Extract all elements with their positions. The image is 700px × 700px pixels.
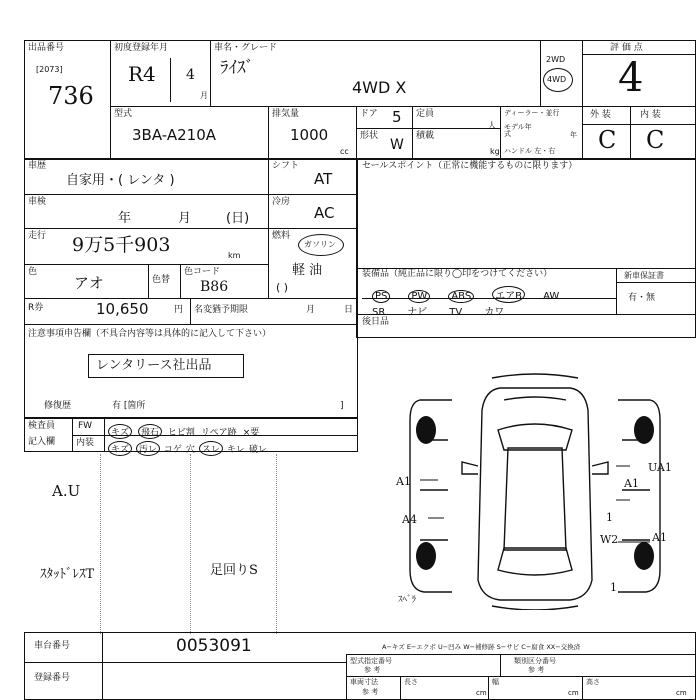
front-bumper bbox=[492, 374, 578, 378]
equipment-item-row2-0: SR bbox=[372, 307, 386, 318]
recycle-value: 10,650 bbox=[96, 300, 149, 318]
divider bbox=[356, 128, 500, 129]
divider bbox=[24, 228, 358, 229]
grade-score: 4 bbox=[618, 55, 644, 101]
interior-label: 内 装 bbox=[640, 110, 661, 120]
handle-label: ハンドル 左・右 bbox=[504, 147, 556, 155]
shape: W bbox=[390, 137, 404, 153]
handwritten-studless: ｽﾀｯﾄﾞﾚｽT bbox=[40, 567, 95, 582]
fuel-gasoline: ガソリン bbox=[304, 240, 336, 249]
month-unit: 月 bbox=[200, 91, 208, 100]
doors: 5 bbox=[392, 108, 402, 126]
dealer-label: ディーラー・並行 bbox=[504, 109, 560, 117]
lot-number: 736 bbox=[48, 82, 94, 110]
capacity-label: 定員 bbox=[416, 109, 435, 119]
rear-window bbox=[498, 548, 572, 575]
two-wd-label: 2WD bbox=[546, 55, 566, 64]
divider bbox=[412, 106, 413, 160]
interior-item-4: スレ bbox=[199, 441, 223, 456]
payload-label: 積載 bbox=[416, 131, 435, 141]
fw-item-0: キズ bbox=[108, 424, 132, 439]
color-code: B86 bbox=[200, 279, 229, 295]
warranty-label: 新車保証書 bbox=[624, 271, 664, 280]
first-registration-era: R4 bbox=[128, 62, 156, 86]
km-unit: km bbox=[228, 251, 241, 260]
dotted-rule bbox=[276, 454, 277, 634]
damage-mark: A1 bbox=[396, 475, 411, 488]
chassis-label: 車台番号 bbox=[34, 641, 71, 651]
recycle-label: R券 bbox=[28, 303, 44, 313]
grade: 4WD X bbox=[352, 78, 407, 97]
repaint-label: 色替 bbox=[152, 275, 171, 285]
exterior-score: C bbox=[598, 126, 617, 154]
divider bbox=[210, 40, 211, 106]
divider bbox=[616, 282, 696, 283]
damage-mark: 1 bbox=[610, 581, 617, 594]
divider bbox=[346, 676, 696, 677]
chassis-number: 0053091 bbox=[176, 636, 252, 656]
divider bbox=[582, 124, 696, 125]
divider bbox=[170, 58, 171, 102]
shape-label: 形状 bbox=[360, 131, 379, 141]
divider bbox=[500, 654, 501, 676]
divider bbox=[268, 106, 269, 160]
car-name: ﾗｲｽﾞ bbox=[220, 58, 254, 78]
cc-unit: cc bbox=[340, 147, 349, 156]
warranty-value: 有・無 bbox=[628, 293, 656, 303]
name-change-day: 日 bbox=[344, 305, 354, 315]
lot-number-label: 出品番号 bbox=[28, 43, 65, 53]
wheel-front-left bbox=[416, 416, 436, 444]
yen-unit: 円 bbox=[174, 305, 184, 315]
repair-history-label: 修復歴 bbox=[44, 401, 72, 411]
color-value: アオ bbox=[74, 274, 104, 292]
equipment-row-2 bbox=[372, 300, 526, 319]
registration-label: 登録番号 bbox=[34, 673, 71, 683]
size-reference: 参 考 bbox=[362, 688, 379, 696]
model-code: 3BA-A210A bbox=[132, 126, 217, 144]
divider bbox=[400, 676, 401, 700]
inspector-label: 検査員 bbox=[28, 421, 56, 431]
handwritten-ashimawari: 足回りS bbox=[210, 563, 258, 578]
top-section-frame bbox=[24, 40, 696, 160]
divider bbox=[72, 418, 73, 452]
damage-mark: UA1 bbox=[648, 461, 672, 474]
ac-value: AC bbox=[314, 204, 335, 222]
equipment-item-row2-1: ナビ bbox=[407, 307, 428, 318]
entry-label: 記入欄 bbox=[28, 437, 56, 447]
divider bbox=[346, 654, 347, 700]
divider bbox=[582, 40, 583, 160]
designation-label: 型式指定番号 bbox=[350, 657, 392, 665]
after-sales-label: 後日品 bbox=[362, 317, 390, 327]
hood-line bbox=[504, 397, 566, 400]
inspection-year: 年 bbox=[118, 211, 132, 226]
car-damage-diagram bbox=[380, 370, 690, 610]
exterior-label: 外 装 bbox=[590, 110, 611, 120]
wheel-rear-left bbox=[416, 542, 436, 570]
history-label: 車歴 bbox=[28, 161, 47, 171]
designation-reference: 参 考 bbox=[364, 666, 381, 674]
car-name-label: 車名・グレード bbox=[214, 43, 278, 53]
divider bbox=[616, 268, 617, 314]
mileage-label: 走行 bbox=[28, 231, 47, 241]
wheel-rear-right bbox=[634, 542, 654, 570]
divider bbox=[356, 106, 357, 160]
divider bbox=[190, 298, 191, 324]
divider bbox=[24, 324, 358, 325]
name-change-month: 月 bbox=[306, 305, 316, 315]
shift-value: AT bbox=[314, 170, 333, 188]
divider bbox=[488, 676, 489, 700]
fuel-diesel: 軽 油 bbox=[292, 263, 323, 278]
ac-label: 冷房 bbox=[272, 197, 291, 207]
color-code-label: 色コード bbox=[184, 267, 221, 277]
divider bbox=[346, 654, 696, 655]
fuel-paren: ( ) bbox=[276, 281, 289, 294]
fw-item-1: 飛石 bbox=[138, 424, 162, 439]
interior-item-2: コゲ bbox=[163, 445, 182, 455]
damage-mark: W2 bbox=[600, 533, 619, 546]
model-label: 型式 bbox=[114, 109, 133, 119]
interior-score: C bbox=[646, 126, 665, 154]
height-unit: cm bbox=[676, 689, 687, 697]
fw-item-2: ヒビ割 bbox=[167, 428, 195, 438]
divider bbox=[24, 662, 346, 663]
divider bbox=[180, 264, 181, 298]
length-label: 長さ bbox=[404, 678, 418, 686]
equipment-item-2: ABS bbox=[448, 290, 474, 303]
length-unit: cm bbox=[476, 689, 487, 697]
interior-item-1: 汚レ bbox=[136, 441, 160, 456]
handwritten-au: A.U bbox=[52, 482, 81, 500]
right-side-doors bbox=[622, 440, 650, 540]
divider bbox=[104, 418, 105, 452]
interior-check-label: 内装 bbox=[76, 438, 95, 448]
divider bbox=[582, 676, 583, 700]
windshield bbox=[498, 424, 572, 450]
rental-stamp-text: レンタリース社出品 bbox=[96, 358, 212, 373]
damage-mark: A4 bbox=[402, 513, 417, 526]
damage-mark: 1 bbox=[606, 511, 613, 524]
displacement-label: 排気量 bbox=[272, 109, 300, 119]
divider bbox=[24, 298, 358, 299]
footer-frame bbox=[24, 632, 696, 700]
shift-label: シフト bbox=[272, 161, 300, 171]
dotted-rule bbox=[190, 454, 191, 634]
first-registration-label: 初度登録年月 bbox=[114, 43, 169, 53]
interior-item-6: 破レ bbox=[248, 445, 267, 455]
size-label: 車両寸法 bbox=[350, 678, 378, 686]
fw-item-3: リペア跡 bbox=[200, 428, 237, 438]
divider bbox=[500, 106, 501, 160]
front-label: ｽﾍﾞﾗ bbox=[398, 595, 417, 605]
height-label: 高さ bbox=[586, 678, 600, 686]
year-unit: 年 bbox=[570, 131, 577, 139]
fw-label: FW bbox=[78, 421, 93, 431]
notes-label: 注意事項申告欄（不具合内容等は具体的に記入して下さい） bbox=[28, 329, 272, 339]
equipment-item-row2-2: TV bbox=[449, 307, 463, 318]
interior-item-5: キレ bbox=[226, 445, 245, 455]
damage-mark: A1 bbox=[624, 477, 639, 490]
equipment-item-1: PW bbox=[408, 290, 430, 303]
divider bbox=[148, 264, 149, 298]
category-label: 類別区分番号 bbox=[514, 657, 556, 665]
equipment-item-0: PS bbox=[372, 290, 390, 303]
equipment-label: 装備品（純正品に限り◯印をつけてください） bbox=[362, 269, 553, 279]
inspection-month: 月 bbox=[178, 211, 192, 226]
four-wd-selected: 4WD bbox=[547, 75, 567, 84]
roof-outline bbox=[504, 448, 566, 550]
divider bbox=[110, 106, 582, 107]
doors-label: ドア bbox=[360, 109, 378, 119]
lot-number-small: [2073] bbox=[36, 65, 63, 74]
rear-bumper bbox=[492, 606, 578, 610]
mileage-value: 9万5千903 bbox=[72, 234, 171, 256]
repair-history-close: ] bbox=[340, 401, 344, 411]
history-value: 自家用・( レンタ ) bbox=[66, 173, 175, 188]
sales-point-label: セールスポイント（正常に機能するものに限ります） bbox=[362, 161, 578, 171]
left-side-doors bbox=[420, 440, 448, 540]
category-reference: 参 考 bbox=[528, 666, 545, 674]
equipment-item-row2-3: カワ bbox=[484, 307, 505, 318]
wheel-front-right bbox=[634, 416, 654, 444]
interior-item-0: キズ bbox=[108, 441, 132, 456]
width-label: 幅 bbox=[492, 678, 499, 686]
damage-legend: A−キズ E−エクボ U−凹み W−補修跡 S−サビ C−腐食 XX−交換済 bbox=[382, 643, 581, 651]
grade-score-label: 評 価 点 bbox=[610, 43, 643, 53]
name-change-label: 名変猶予期限 bbox=[194, 305, 249, 315]
inspection-label: 車検 bbox=[28, 197, 47, 207]
fw-item-4: ×要 bbox=[242, 428, 260, 438]
model-year-label: モデル年式 bbox=[504, 123, 532, 138]
divider bbox=[102, 632, 103, 700]
color-label: 色 bbox=[28, 267, 38, 277]
divider bbox=[630, 106, 631, 160]
divider bbox=[582, 106, 696, 107]
divider bbox=[24, 194, 358, 195]
repair-history-value: 有 [箇所 bbox=[112, 401, 146, 411]
equipment-item-3: エアB bbox=[492, 286, 525, 303]
kg-unit: kg bbox=[490, 147, 500, 156]
divider bbox=[110, 40, 111, 160]
inspection-day: (日) bbox=[226, 211, 250, 226]
fuel-label: 燃料 bbox=[272, 231, 291, 241]
first-registration-month: 4 bbox=[186, 67, 195, 83]
width-unit: cm bbox=[568, 689, 579, 697]
damage-mark: A1 bbox=[652, 531, 667, 544]
displacement: 1000 bbox=[290, 126, 329, 144]
car-body-outline bbox=[478, 388, 592, 600]
divider bbox=[540, 40, 541, 106]
person-unit: 人 bbox=[488, 121, 496, 130]
dotted-rule bbox=[100, 454, 101, 634]
interior-item-3: 穴 bbox=[185, 445, 195, 455]
divider bbox=[24, 264, 268, 265]
equipment-item-4: AW bbox=[543, 291, 560, 302]
